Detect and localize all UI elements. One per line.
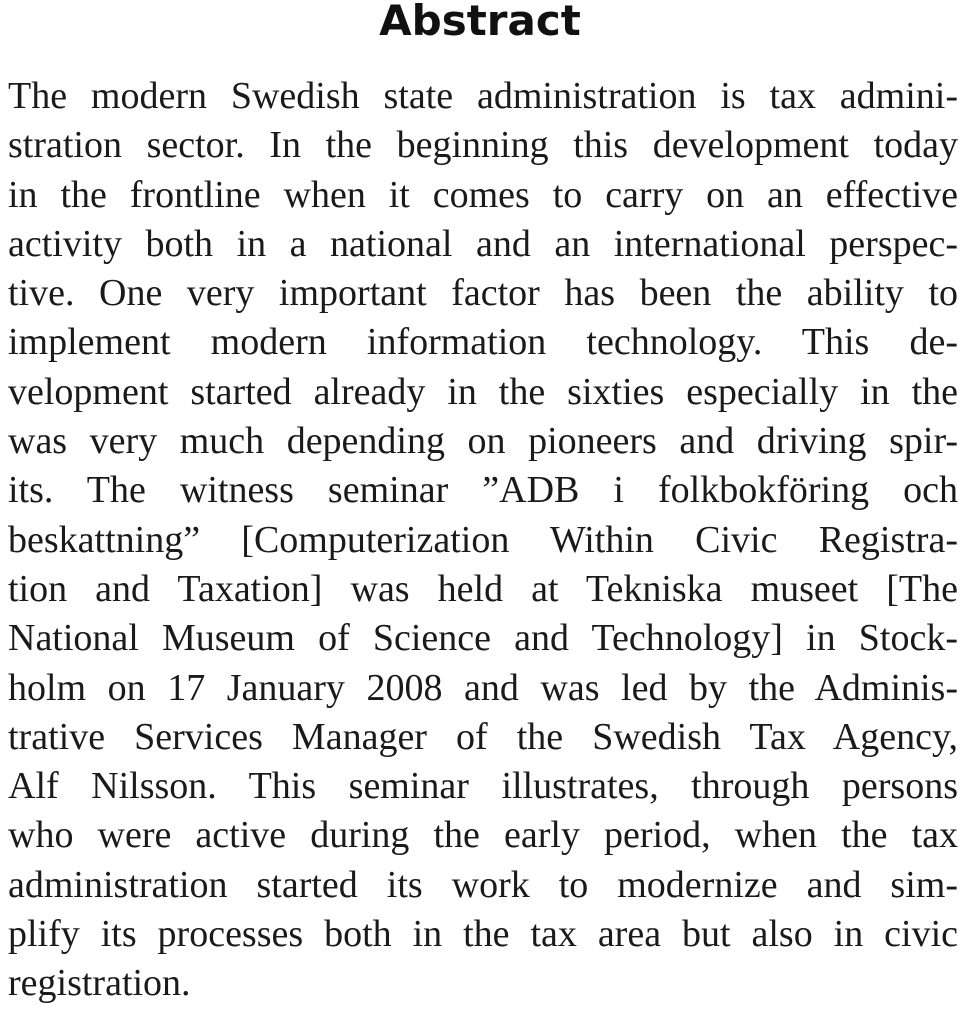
abstract-line: tion and Taxation] was held at Tekniska museet [The bbox=[8, 567, 958, 610]
abstract-line: Alf Nilsson. This seminar illustrates, through persons bbox=[8, 765, 958, 808]
abstract-line: in the frontline when it comes to carry on an effective bbox=[8, 173, 958, 216]
abstract-line: National Museum of Science and Technology] in Stock- bbox=[8, 617, 958, 660]
abstract-line: registration. bbox=[8, 962, 191, 1005]
abstract-line: stration sector. In the beginning this development today bbox=[8, 124, 958, 167]
abstract-line: its. The witness seminar ”ADB i folkbokföring och bbox=[8, 469, 958, 512]
abstract-line: tive. One very important factor has been the ability to bbox=[8, 272, 958, 315]
abstract-heading: Abstract bbox=[379, 0, 581, 45]
abstract-line: The modern Swedish state administration is tax admini- bbox=[8, 75, 958, 117]
abstract-line: velopment started already in the sixties especially in the bbox=[8, 370, 958, 413]
abstract-line: plify its processes both in the tax area but also in civic bbox=[8, 913, 958, 956]
abstract-line: administration started its work to modernize and sim- bbox=[8, 863, 958, 906]
abstract-line: who were active during the early period, when the tax bbox=[8, 814, 958, 857]
abstract-line: beskattning” [Computerization Within Civic Registra- bbox=[8, 518, 958, 561]
abstract-line: holm on 17 January 2008 and was led by the Adminis- bbox=[8, 666, 958, 709]
abstract-line: activity both in a national and an international perspec- bbox=[8, 222, 958, 265]
abstract-line: trative Services Manager of the Swedish Tax Agency, bbox=[8, 715, 958, 758]
abstract-line: was very much depending on pioneers and driving spir- bbox=[8, 420, 958, 463]
abstract-paragraph bbox=[8, 72, 958, 1009]
abstract-line: implement modern information technology. This de- bbox=[8, 321, 958, 364]
